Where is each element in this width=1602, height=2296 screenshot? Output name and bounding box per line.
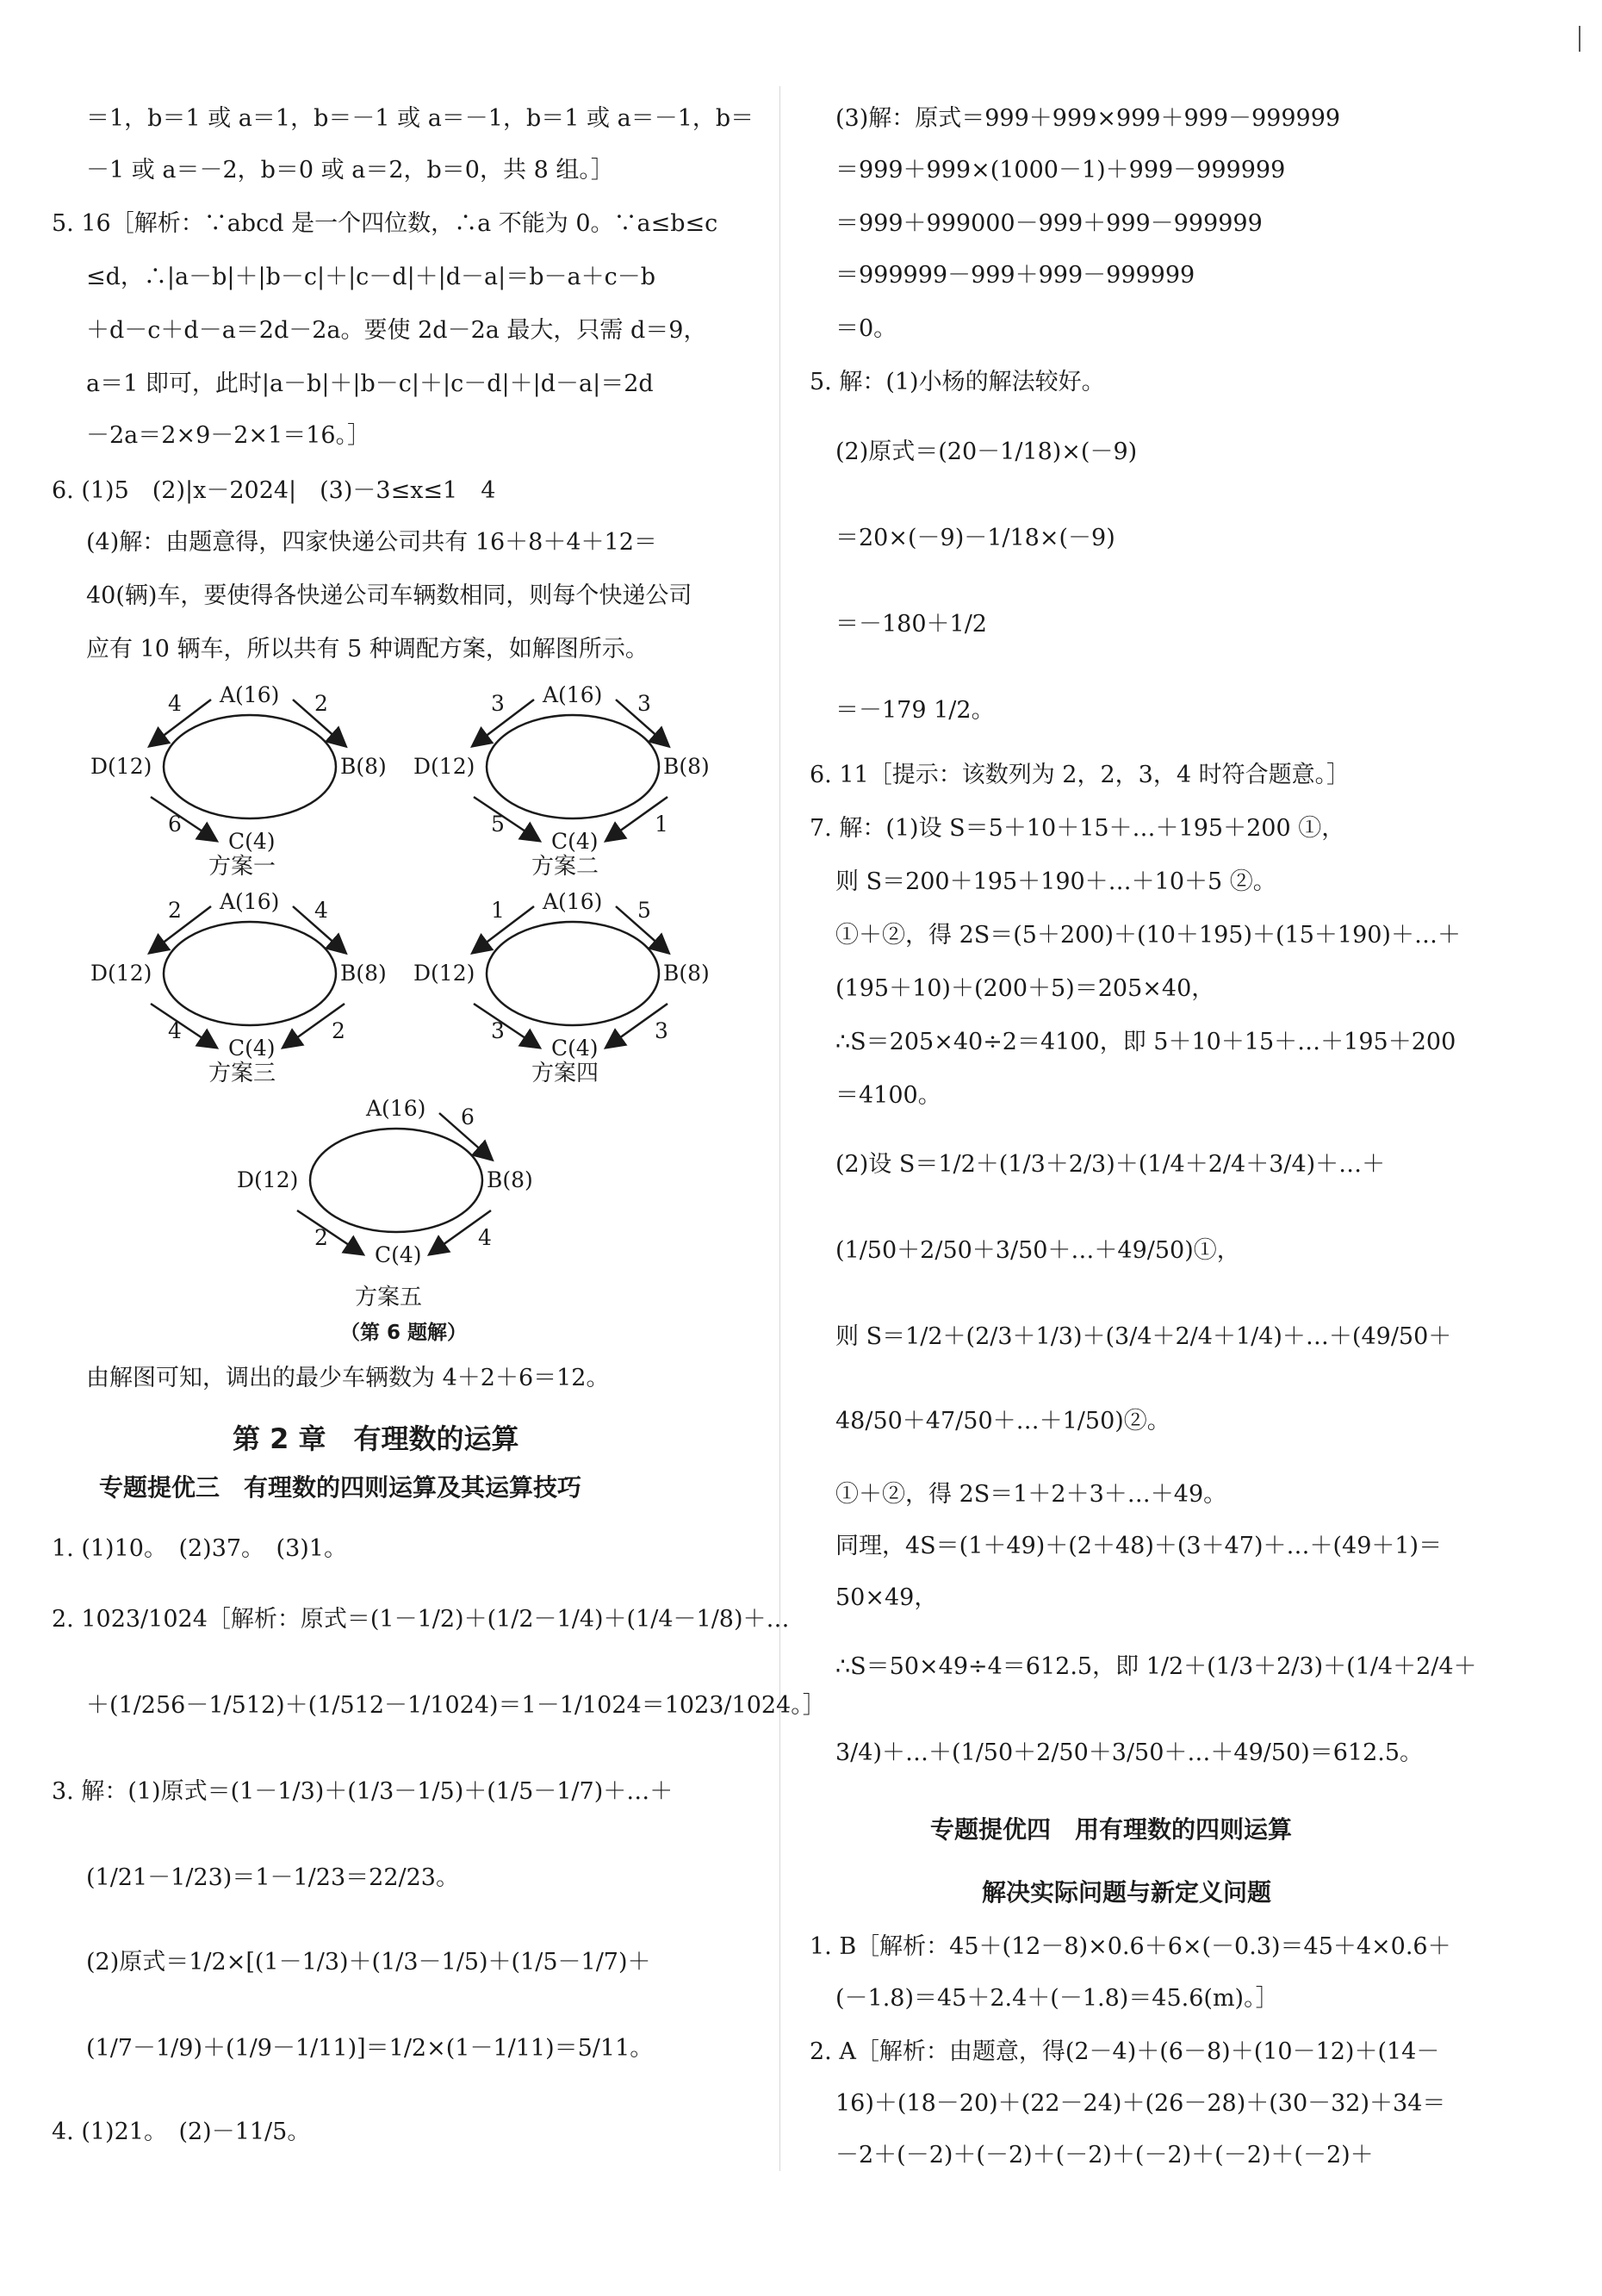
text-line: 同理，4S＝(1＋49)＋(2＋48)＋(3＋47)＋…＋(49＋1)＝ — [835, 1533, 1443, 1559]
plan-num: 2 — [332, 1018, 345, 1043]
text-line: ∴S＝50×49÷4＝612.5，即 1/2＋(1/3＋2/3)＋(1/4＋2/4＋ — [835, 1653, 1477, 1680]
chapter-title: 第 2 章 有理数的运算 — [233, 1422, 519, 1455]
text-line: ＝999999－999＋999－999999 — [835, 262, 1195, 289]
text-line: ≤d，∴|a－b|＋|b－c|＋|c－d|＋|d－a|＝b－a＋c－b — [86, 264, 656, 290]
node-d: D(12) — [413, 961, 475, 986]
text-line: 2. A［解析：由题意，得(2－4)＋(6－8)＋(10－12)＋(14－ — [810, 2038, 1440, 2065]
text-line: 应有 10 辆车，所以共有 5 种调配方案，如解图所示。 — [86, 636, 649, 663]
plan-num: 5 — [637, 898, 651, 923]
plan-diagram-5 — [233, 1094, 577, 1301]
plan-num: 3 — [491, 1018, 505, 1043]
text-line: 16)＋(18－20)＋(22－24)＋(26－28)＋(30－32)＋34＝ — [835, 2090, 1446, 2117]
plan-caption: 方案二 — [531, 854, 599, 880]
plan-num: 4 — [478, 1225, 492, 1250]
plan-caption: 方案四 — [531, 1061, 599, 1086]
node-c: C(4) — [551, 1036, 599, 1061]
text-line: 48/50＋47/50＋…＋1/50)②。 — [835, 1408, 1170, 1434]
text-line: ＝1，b＝1 或 a＝1，b＝－1 或 a＝－1，b＝1 或 a＝－1，b＝ — [86, 105, 754, 132]
text-line: ＝20×(－9)－1/18×(－9) — [835, 525, 1115, 551]
text-line: 则 S＝200＋195＋190＋…＋10＋5 ②。 — [835, 868, 1276, 895]
ellipse — [164, 715, 336, 818]
text-line: 7. 解：(1)设 S＝5＋10＋15＋…＋195＋200 ①， — [810, 815, 1345, 842]
text-line: (1/50＋2/50＋3/50＋…＋49/50)①， — [835, 1237, 1240, 1264]
plan-num: 4 — [168, 691, 182, 716]
text-line: (3)解：原式＝999＋999×999＋999－999999 — [835, 105, 1341, 132]
text-line: ＝－180＋1/2 — [835, 611, 987, 638]
plan-num: 1 — [491, 898, 505, 923]
node-d: D(12) — [90, 754, 152, 779]
text-line: ∴S＝205×40÷2＝4100，即 5＋10＋15＋…＋195＋200 — [835, 1029, 1456, 1055]
plan-num: 3 — [655, 1018, 668, 1043]
text-line: ①＋②，得 2S＝1＋2＋3＋…＋49。 — [835, 1481, 1227, 1508]
plan-num: 3 — [491, 691, 505, 716]
text-line: ＝999＋999×(1000－1)＋999－999999 — [835, 157, 1286, 184]
node-b: B(8) — [340, 961, 387, 986]
plan-num: 6 — [461, 1104, 475, 1129]
plan-num: 2 — [314, 691, 328, 716]
text-line: 2. 1023/1024［解析：原式＝(1－1/2)＋(1/2－1/4)＋(1/4－1/8)＋… — [52, 1606, 790, 1633]
section-title: 专题提优四 用有理数的四则运算 — [930, 1815, 1293, 1844]
text-line: (2)原式＝1/2×[(1－1/3)＋(1/3－1/5)＋(1/5－1/7)＋ — [86, 1949, 651, 1976]
section-title: 解决实际问题与新定义问题 — [982, 1878, 1272, 1907]
text-line: 1. B［解析：45＋(12－8)×0.6＋6×(－0.3)＝45＋4×0.6＋ — [810, 1933, 1451, 1960]
text-line: (1/7－1/9)＋(1/9－1/11)]＝1/2×(1－1/11)＝5/11。 — [86, 2035, 654, 2062]
plan-caption: 方案一 — [208, 854, 276, 880]
node-c: C(4) — [375, 1242, 422, 1267]
text-line: 1. (1)10。 (2)37。 (3)1。 — [52, 1535, 347, 1562]
text-line: 5. 16［解析：∵abcd 是一个四位数，∴a 不能为 0。∵a≤b≤c — [52, 210, 718, 237]
plan-num: 1 — [655, 812, 668, 837]
text-line: 6. 11［提示：该数列为 2，2，3，4 时符合题意。］ — [810, 762, 1351, 788]
text-line: ＝4100。 — [835, 1082, 941, 1109]
plan-num: 2 — [168, 898, 182, 923]
node-c: C(4) — [551, 829, 599, 854]
text-line: 则 S＝1/2＋(2/3＋1/3)＋(3/4＋2/4＋1/4)＋…＋(49/50＋ — [835, 1323, 1452, 1350]
node-b: B(8) — [663, 961, 710, 986]
node-a: A(16) — [366, 1096, 426, 1121]
node-c: C(4) — [228, 829, 276, 854]
text-line: 50×49， — [835, 1584, 938, 1611]
text-line: ＝999＋999000－999＋999－999999 — [835, 210, 1263, 237]
plan-num: 3 — [637, 691, 651, 716]
plan-num: 6 — [168, 812, 182, 837]
text-line: (4)解：由题意得，四家快递公司共有 16＋8＋4＋12＝ — [86, 529, 657, 556]
text-line: (2)设 S＝1/2＋(1/3＋2/3)＋(1/4＋2/4＋3/4)＋…＋ — [835, 1151, 1386, 1178]
text-line: ①＋②，得 2S＝(5＋200)＋(10＋195)＋(15＋190)＋…＋ — [835, 922, 1461, 949]
node-b: B(8) — [340, 754, 387, 779]
plan-caption: 方案五 — [355, 1285, 423, 1310]
node-a: A(16) — [543, 889, 603, 914]
plan-caption: 方案三 — [208, 1061, 276, 1086]
text-line: 6. (1)5 (2)|x－2024| (3)－3≤x≤1 4 — [52, 477, 496, 504]
text-line: 40(辆)车，要使得各快递公司车辆数相同，则每个快递公司 — [86, 582, 692, 609]
text-line: (1/21－1/23)＝1－1/23＝22/23。 — [86, 1864, 459, 1891]
text-line: (2)原式＝(20－1/18)×(－9) — [835, 439, 1138, 465]
node-b: B(8) — [663, 754, 710, 779]
text-line: ＋d－c＋d－a＝2d－2a。要使 2d－2a 最大，只需 d＝9， — [86, 317, 707, 344]
text-line: 4. (1)21。 (2)－11/5。 — [52, 2119, 311, 2145]
text-line: ＝－179 1/2。 — [835, 697, 995, 724]
node-a: A(16) — [220, 889, 280, 914]
text-line: －2＋(－2)＋(－2)＋(－2)＋(－2)＋(－2)＋(－2)＋ — [835, 2142, 1374, 2168]
text-line: －2a＝2×9－2×1＝16。］ — [86, 422, 371, 449]
text-line: ＝0。 — [835, 315, 897, 342]
text-line: －1 或 a＝－2，b＝0 或 a＝2，b＝0，共 8 组。］ — [86, 157, 614, 184]
column-divider — [779, 86, 780, 2171]
plan-num: 2 — [314, 1225, 328, 1250]
text-line: (195＋10)＋(200＋5)＝205×40， — [835, 975, 1215, 1002]
text-line: (－1.8)＝45＋2.4＋(－1.8)＝45.6(m)。］ — [835, 1985, 1279, 2012]
plan-num: 5 — [491, 812, 505, 837]
section-title: 专题提优三 有理数的四则运算及其运算技巧 — [99, 1473, 582, 1502]
text-line: 5. 解：(1)小杨的解法较好。 — [810, 369, 1105, 395]
text-line: a＝1 即可，此时|a－b|＋|b－c|＋|c－d|＋|d－a|＝2d — [86, 370, 654, 397]
node-c: C(4) — [228, 1036, 276, 1061]
text-line: 3. 解：(1)原式＝(1－1/3)＋(1/3－1/5)＋(1/5－1/7)＋…＋ — [52, 1778, 674, 1805]
plan-num: 4 — [314, 898, 328, 923]
node-d: D(12) — [413, 754, 475, 779]
text-line: 由解图可知，调出的最少车辆数为 4＋2＋6＝12。 — [86, 1365, 610, 1391]
node-a: A(16) — [220, 682, 280, 707]
node-d: D(12) — [90, 961, 152, 986]
node-a: A(16) — [543, 682, 603, 707]
text-line: 3/4)＋…＋(1/50＋2/50＋3/50＋…＋49/50)＝612.5。 — [835, 1739, 1424, 1766]
node-d: D(12) — [237, 1167, 299, 1192]
text-line: ＋(1/256－1/512)＋(1/512－1/1024)＝1－1/1024＝1023/1024。］ — [86, 1692, 826, 1719]
node-b: B(8) — [487, 1167, 533, 1192]
figure-caption: （第 6 题解） — [340, 1322, 468, 1344]
corner-mark — [1579, 26, 1580, 52]
plan-num: 4 — [168, 1018, 182, 1043]
